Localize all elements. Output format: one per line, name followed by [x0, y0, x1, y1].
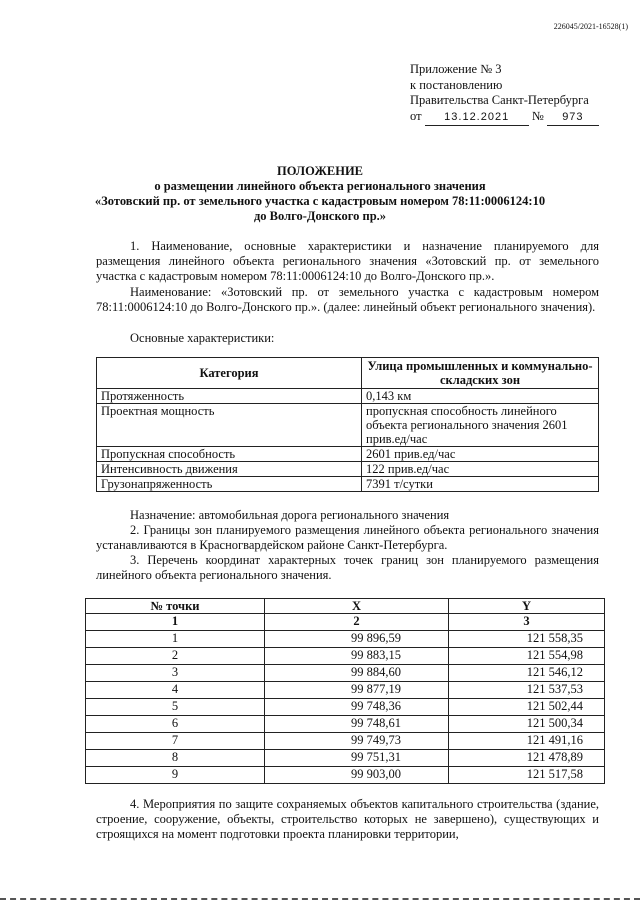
characteristics-table: [96, 357, 599, 492]
table-row: [86, 733, 605, 750]
from-label: от: [410, 108, 422, 123]
table-cell: 99 883,15: [265, 648, 449, 665]
table-cell: 121 500,34: [449, 716, 605, 733]
table-cell: 4: [86, 682, 265, 699]
table-row: [86, 631, 605, 648]
table-cell: Протяженность: [97, 389, 362, 404]
table-row: [86, 767, 605, 784]
table-header-cell: Категория: [97, 358, 362, 389]
table-row: [97, 477, 599, 492]
table-cell: 99 751,31: [265, 750, 449, 767]
paragraph-2: Наименование: «Зотовский пр. от земельного участка с кадастровым номером 78:11:0006124:10 до Волго-Донского пр.». (далее: линейный объект регионального значения).: [96, 285, 599, 314]
title-line: о размещении линейного объекта регионального значения: [154, 179, 486, 193]
table-row: [86, 750, 605, 767]
table-cell: 3: [449, 614, 605, 631]
annex-line: Правительства Санкт-Петербурга: [410, 93, 589, 107]
table-cell: 99 884,60: [265, 665, 449, 682]
table-cell: Проектная мощность: [97, 404, 362, 447]
table-cell: 99 877,19: [265, 682, 449, 699]
decree-number: 973: [547, 110, 599, 127]
number-label: №: [531, 108, 544, 123]
table-cell: 8: [86, 750, 265, 767]
table-cell: 99 903,00: [265, 767, 449, 784]
table-cell: 121 517,58: [449, 767, 605, 784]
title-line: до Волго-Донского пр.»: [253, 209, 387, 223]
decree-date: 13.12.2021: [425, 110, 529, 127]
paragraph-1: 1. Наименование, основные характеристики и назначение планируемого для размещения линейного объекта регионального значения «Зотовский пр. от земельного участка с кадастровым номером 78:11:0006124:10 до Волго-Донского пр.».: [96, 239, 599, 283]
table-row: [86, 665, 605, 682]
table-row: [97, 389, 599, 404]
table-row: [86, 682, 605, 699]
table-cell: 1: [86, 614, 265, 631]
table-cell: 99 748,61: [265, 716, 449, 733]
table-cell: 5: [86, 699, 265, 716]
table-cell: 99 896,59: [265, 631, 449, 648]
paragraph-5: 2. Границы зон планируемого размещения линейного объекта регионального значения устанавливаются в Красногвардейском районе Санкт-Петербурга.: [96, 523, 599, 552]
annex-line: к постановлению: [410, 77, 503, 92]
table-header-row: [97, 358, 599, 389]
annex-date-line: [410, 109, 599, 127]
annex-block: [410, 62, 599, 126]
table-cell: 121 478,89: [449, 750, 605, 767]
table-cell: 1: [86, 631, 265, 648]
table-cell: 99 748,36: [265, 699, 449, 716]
table-row: [97, 462, 599, 477]
table-cell: 0,143 км: [362, 389, 599, 404]
table-cell: 99 749,73: [265, 733, 449, 750]
document-id: 226045/2021-16528(1): [553, 22, 628, 31]
table-cell: 2601 прив.ед/час: [362, 447, 599, 462]
table-row: [97, 404, 599, 447]
table-header-row: [86, 599, 605, 614]
table-cell: Пропускная способность: [97, 447, 362, 462]
table-cell: 7391 т/сутки: [362, 477, 599, 492]
table-header-cell: Улица промышленных и коммунально-складских зон: [362, 358, 599, 389]
scan-edge-line: [0, 898, 640, 900]
table-header-cell: № точки: [86, 599, 265, 614]
table-header-cell: Y: [449, 599, 605, 614]
table-cell: 3: [86, 665, 265, 682]
table-cell: 121 554,98: [449, 648, 605, 665]
table-cell: 121 558,35: [449, 631, 605, 648]
table-cell: 121 546,12: [449, 665, 605, 682]
table-cell: 7: [86, 733, 265, 750]
table-cell: Грузонапряженность: [97, 477, 362, 492]
table-header-cell: X: [265, 599, 449, 614]
table-cell: 121 537,53: [449, 682, 605, 699]
paragraph-3: Основные характеристики:: [130, 331, 275, 345]
table-cell: пропускная способность линейного объекта регионального значения 2601 прив.ед/час: [362, 404, 599, 447]
table-row: [86, 699, 605, 716]
paragraph-6: 3. Перечень координат характерных точек границ зон планируемого размещения линейного объекта регионального значения.: [96, 553, 599, 582]
table-cell: Интенсивность движения: [97, 462, 362, 477]
table-cell: 9: [86, 767, 265, 784]
paragraph-7: 4. Мероприятия по защите сохраняемых объектов капитального строительства (здание, строение, сооружение, объекты, строительство которых не завершено), существующих и строящихся на момент подготовки проекта планировки территории,: [96, 797, 599, 841]
annex-line: Приложение № 3: [410, 62, 502, 76]
table-row: [97, 447, 599, 462]
document-title: [60, 164, 580, 224]
coordinates-table: [85, 598, 605, 784]
title-line: ПОЛОЖЕНИЕ: [276, 164, 364, 178]
table-index-row: [86, 614, 605, 631]
table-row: [86, 648, 605, 665]
table-cell: 2: [265, 614, 449, 631]
table-cell: 2: [86, 648, 265, 665]
table-cell: 6: [86, 716, 265, 733]
table-row: [86, 716, 605, 733]
paragraph-4: Назначение: автомобильная дорога регионального значения: [130, 508, 450, 522]
table-cell: 121 502,44: [449, 699, 605, 716]
table-cell: 121 491,16: [449, 733, 605, 750]
title-line: «Зотовский пр. от земельного участка с кадастровым номером 78:11:0006124:10: [94, 194, 546, 208]
table-cell: 122 прив.ед/час: [362, 462, 599, 477]
